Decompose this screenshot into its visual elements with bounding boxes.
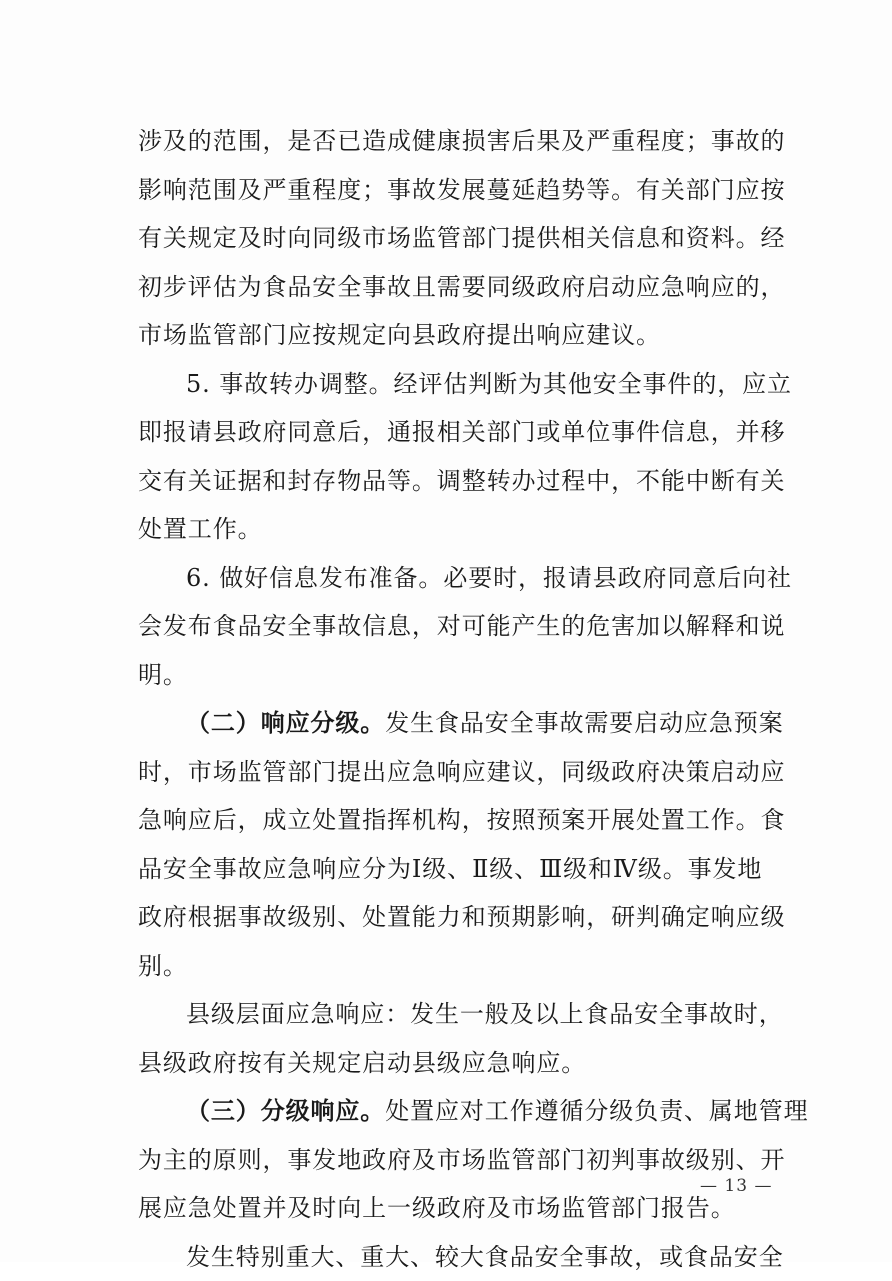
text-line <box>138 554 758 603</box>
line-text: 6. 做好信息发布准备。必要时，报请县政府同意后向社 <box>186 564 792 592</box>
line-text: 发生特别重大、重大、较大食品安全事故，或食品安全 <box>186 1243 784 1271</box>
text-line <box>138 1136 758 1185</box>
line-text: 时，市场监管部门提出应急响应建议，同级政府决策启动应 <box>138 758 785 786</box>
line-text: 急响应后，成立处置指挥机构，按照预案开展处置工作。食 <box>138 806 785 834</box>
line-text: 县级层面应急响应：发生一般及以上食品安全事故时， <box>186 1000 784 1028</box>
line-text: 展应急处置并及时向上一级政府及市场监管部门报告。 <box>138 1194 736 1222</box>
line-text: 会发布食品安全事故信息，对可能产生的危害加以解释和说 <box>138 612 785 640</box>
text-line <box>138 408 758 457</box>
line-text: 政府根据事故级别、处置能力和预期影响，研判确定响应级 <box>138 903 785 931</box>
text-line <box>138 1039 758 1088</box>
text-line <box>138 990 758 1039</box>
text-line <box>138 166 758 215</box>
text-line <box>138 602 758 651</box>
text-line <box>138 505 758 554</box>
section-heading: （三）分级响应。 <box>186 1096 385 1125</box>
line-text: 有关规定及时向同级市场监管部门提供相关信息和资料。经 <box>138 224 785 252</box>
line-text: 影响范围及严重程度；事故发展蔓延趋势等。有关部门应按 <box>138 176 785 204</box>
text-line <box>138 311 758 360</box>
text-line <box>138 942 758 991</box>
line-text: 发生食品安全事故需要启动应急预案 <box>385 709 783 737</box>
text-line <box>138 651 758 700</box>
text-line <box>138 360 758 409</box>
line-text: 5. 事故转办调整。经评估判断为其他安全事件的，应立 <box>186 370 792 398</box>
page-number: — 13 — <box>700 1176 772 1196</box>
text-line <box>138 214 758 263</box>
line-text: 即报请县政府同意后，通报相关部门或单位事件信息，并移 <box>138 418 785 446</box>
text-line <box>138 117 758 166</box>
line-text: 处置应对工作遵循分级负责、属地管理 <box>385 1097 808 1125</box>
text-line <box>138 1087 758 1136</box>
line-text: 为主的原则，事发地政府及市场监管部门初判事故级别、开 <box>138 1146 785 1174</box>
line-text: 交有关证据和封存物品等。调整转办过程中，不能中断有关 <box>138 467 785 495</box>
line-text: 初步评估为食品安全事故且需要同级政府启动应急响应的， <box>138 273 785 301</box>
line-text: 处置工作。 <box>138 515 263 543</box>
line-text: 别。 <box>138 952 188 980</box>
line-text: 涉及的范围，是否已造成健康损害后果及严重程度；事故的 <box>138 127 785 155</box>
line-text: 品安全事故应急响应分为Ⅰ级、Ⅱ级、Ⅲ级和Ⅳ级。事发地 <box>138 855 762 883</box>
text-line <box>138 845 758 894</box>
text-line <box>138 1233 758 1281</box>
line-text: 县级政府按有关规定启动县级应急响应。 <box>138 1049 586 1077</box>
text-line <box>138 1184 758 1233</box>
text-line <box>138 457 758 506</box>
text-line <box>138 263 758 312</box>
text-line <box>138 796 758 845</box>
text-line <box>138 893 758 942</box>
text-line <box>138 748 758 797</box>
line-text: 市场监管部门应按规定向县政府提出响应建议。 <box>138 321 661 349</box>
line-text: 明。 <box>138 661 188 689</box>
section-heading: （二）响应分级。 <box>186 708 385 737</box>
body-text <box>138 117 758 1281</box>
text-line <box>138 699 758 748</box>
